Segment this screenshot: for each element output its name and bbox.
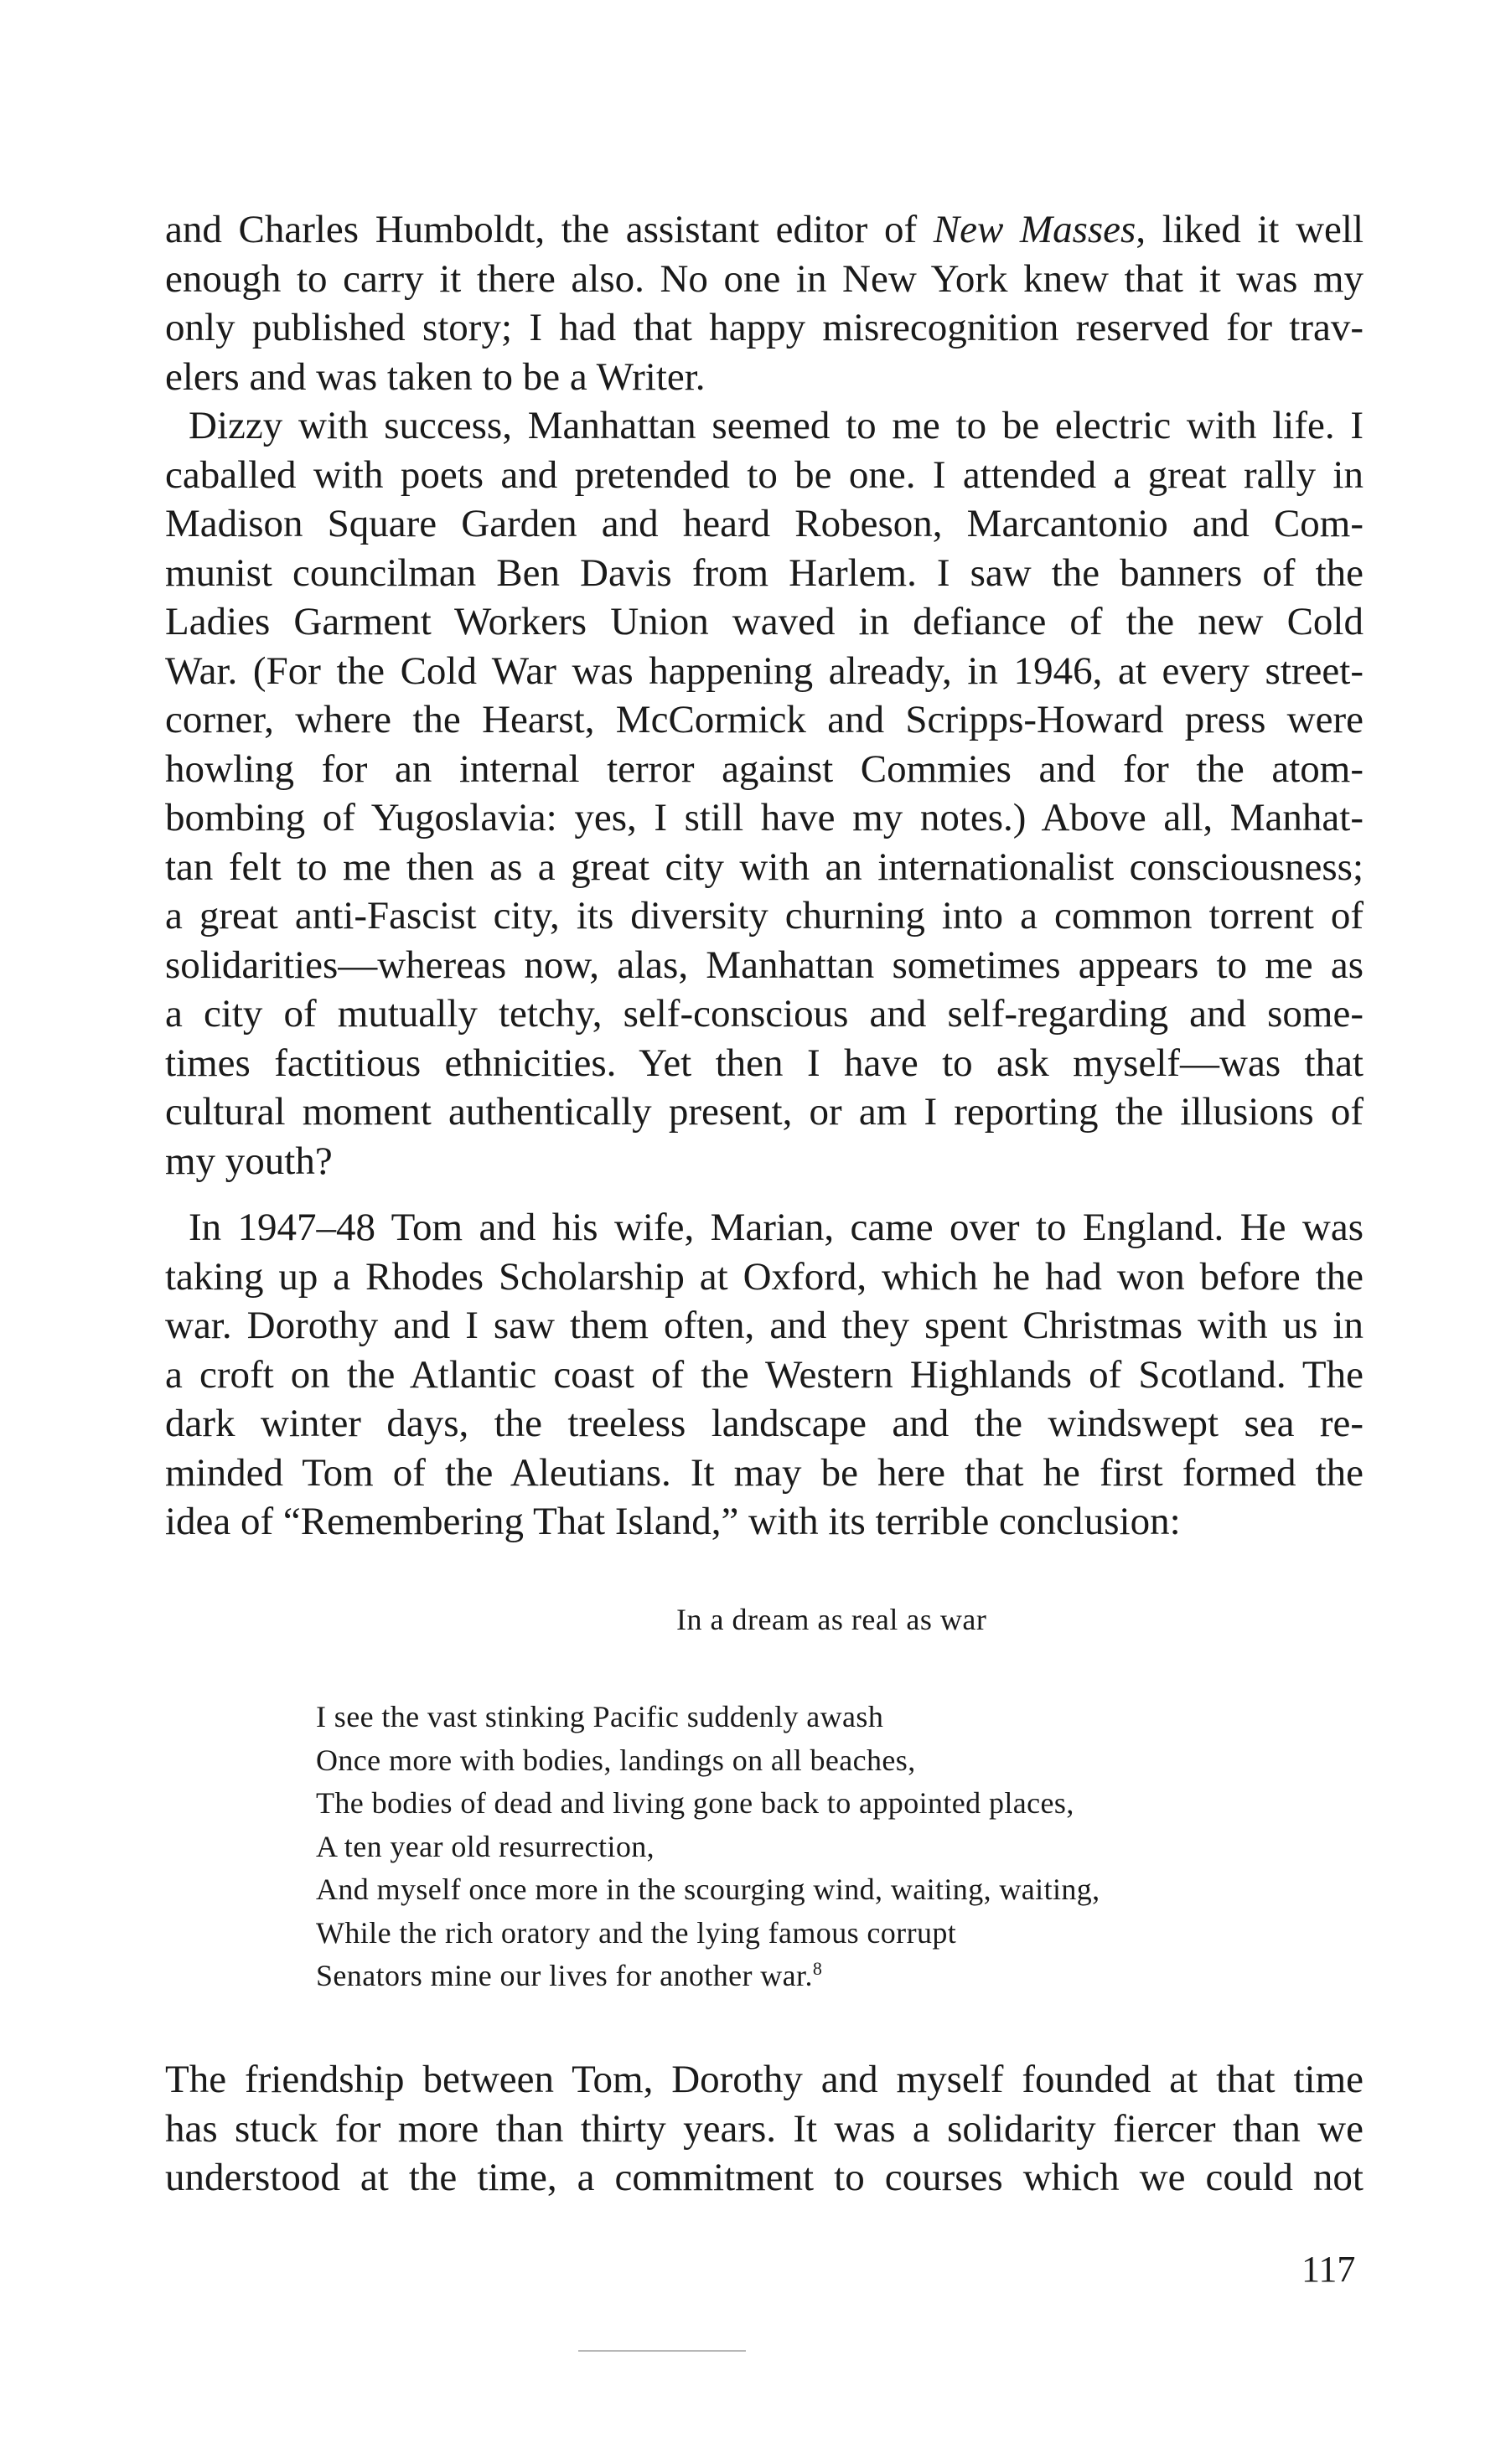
text-line: only published story; I had that happy misrecognition reserved for trav- [165, 306, 1364, 349]
text-line: The friendship between Tom, Dorothy and myself founded at that time [165, 2058, 1364, 2101]
text-line: minded Tom of the Aleutians. It may be here that he first formed the [165, 1450, 1364, 1495]
text-line: Dizzy with success, Manhattan seemed to me to be electric with life. I [189, 404, 1364, 447]
text-line: enough to carry it there also. No one in New York knew that it was my [165, 256, 1364, 301]
publication-title: New Masses [933, 208, 1136, 251]
poem-line: While the rich oratory and the lying famous corrupt [316, 1915, 957, 1950]
text-line: has stuck for more than thirty years. It was a solidarity fiercer than we [165, 2106, 1364, 2151]
text-line: cultural moment authentically present, or am I reporting the illusions of [165, 1090, 1364, 1134]
poem-opening-line: In a dream as real as war [676, 1603, 987, 1636]
poem-line: I see the vast stinking Pacific suddenly awash [316, 1700, 884, 1733]
text-line: my youth? [165, 1139, 333, 1183]
text-line: elers and was taken to be a Writer. [165, 354, 706, 399]
poem-quotation [316, 1696, 1100, 1998]
poem-line [316, 1955, 1100, 1998]
text-line-part: , liked it well [1136, 208, 1364, 251]
text-line: solidarities—whereas now, alas, Manhattan sometimes appears to me as [165, 943, 1364, 987]
text-line: understood at the time, a commitment to courses which we could not [165, 2156, 1364, 2199]
text-line: a great anti-Fascist city, its diversity churning into a common torrent of [165, 894, 1364, 938]
text-line-part: and Charles Humboldt, the assistant editor of [165, 208, 934, 251]
text-line: Madison Square Garden and heard Robeson, Marcantonio and Com- [165, 502, 1364, 545]
poem-line: Once more with bodies, landings on all beaches, [316, 1743, 916, 1777]
poem-line: A ten year old resurrection, [316, 1829, 655, 1863]
paragraph-friendship [165, 2055, 1364, 2203]
text-line [165, 205, 1364, 255]
text-line: tan felt to me then as a great city with an internationalist consciousness; [165, 845, 1364, 889]
text-line: taking up a Rhodes Scholarship at Oxford, which he had won before the [165, 1254, 1364, 1299]
poem-line: The bodies of dead and living gone back to appointed places, [316, 1786, 1074, 1820]
text-line: dark winter days, the treeless landscape and the windswept sea re- [165, 1402, 1364, 1445]
page-number: 117 [1301, 2249, 1356, 2290]
text-line: howling for an internal terror against Commies and for the atom- [165, 746, 1364, 791]
text-line: War. (For the Cold War was happening already, in 1946, at every street- [165, 648, 1364, 693]
text-line: a croft on the Atlantic coast of the Western Highlands of Scotland. The [165, 1352, 1364, 1397]
text-line: caballed with poets and pretended to be one. I attended a great rally in [165, 452, 1364, 497]
poem-line: And myself once more in the scourging wind, waiting, waiting, [316, 1873, 1100, 1906]
text-line: times factitious ethnicities. Yet then I have to ask myself—was that [165, 1041, 1364, 1085]
text-line: a city of mutually tetchy, self-conscious and self-regarding and some- [165, 992, 1364, 1036]
footnote-marker: 8 [812, 1958, 823, 1979]
text-line: In 1947–48 Tom and his wife, Marian, came over to England. He was [189, 1206, 1364, 1249]
text-line: bombing of Yugoslavia: yes, I still have my notes.) Above all, Manhat- [165, 796, 1364, 839]
divider [578, 2350, 746, 2352]
paragraph-tom-england [165, 1203, 1364, 1547]
text-line: idea of “Remembering That Island,” with its terrible conclusion: [165, 1500, 1181, 1543]
paragraph-continued [165, 205, 1364, 1186]
text-line: Ladies Garment Workers Union waved in defiance of the new Cold [165, 600, 1364, 643]
poem-line-text: Senators mine our lives for another war. [316, 1959, 813, 1992]
text-line: corner, where the Hearst, McCormick and Scripps-Howard press were [165, 698, 1364, 741]
text-line: munist councilman Ben Davis from Harlem. I saw the banners of the [165, 550, 1364, 595]
text-line: war. Dorothy and I saw them often, and they spent Christmas with us in [165, 1304, 1364, 1347]
